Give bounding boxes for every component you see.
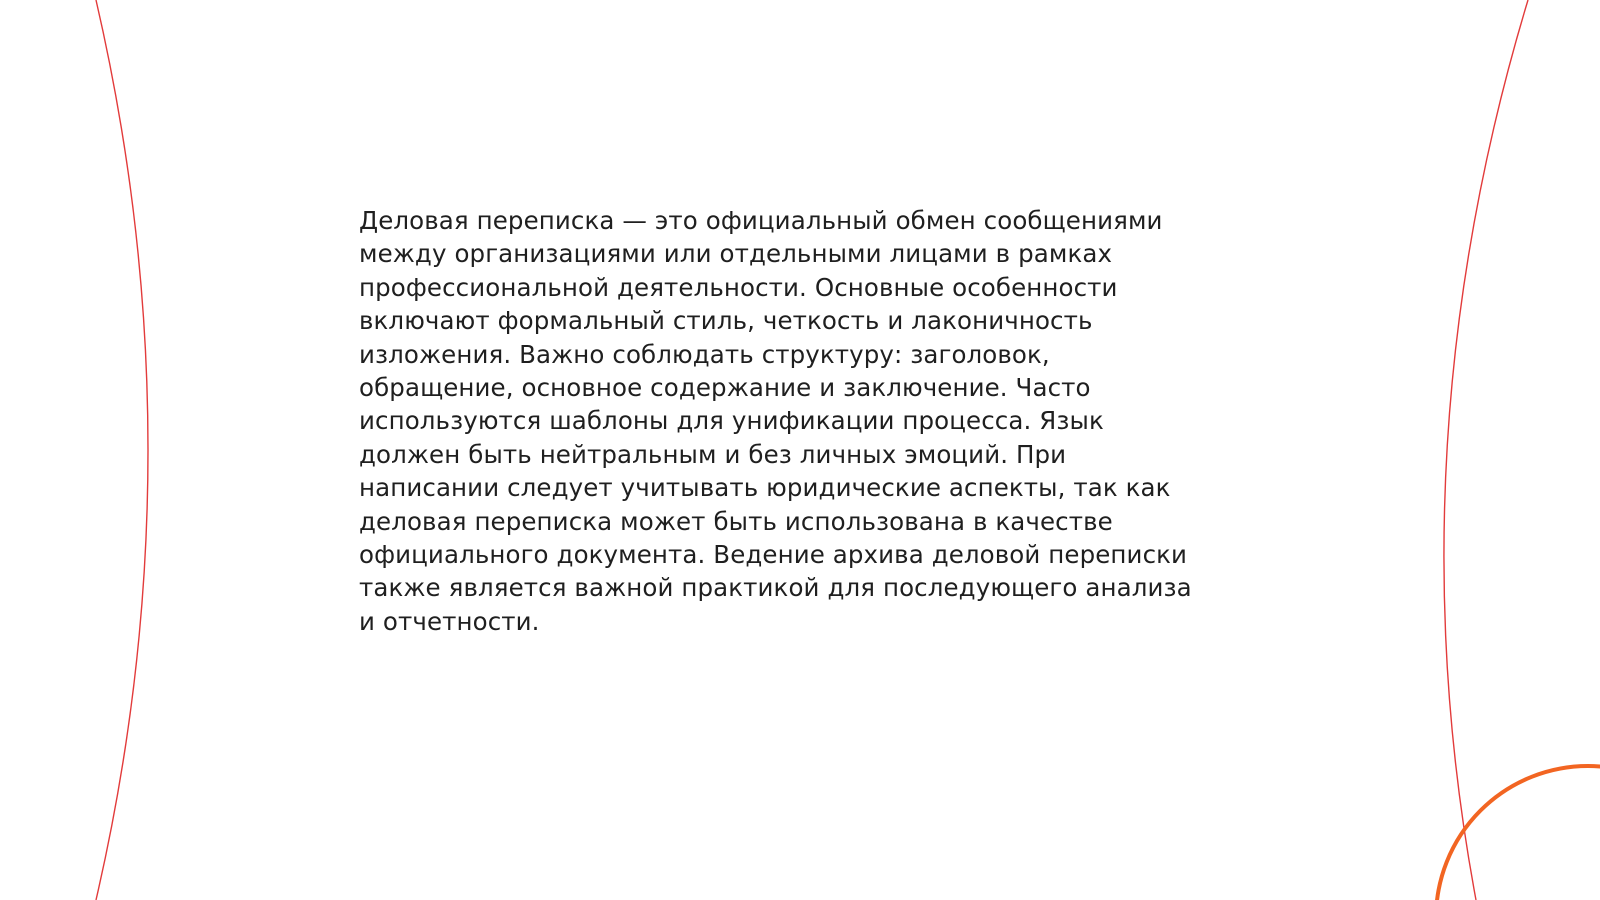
body-line: профессиональной деятельности. Основные особенности: [359, 272, 1118, 302]
body-line: написании следует учитывать юридические аспекты, так как: [359, 473, 1171, 503]
body-line: изложения. Важно соблюдать структуру: заголовок,: [359, 339, 1050, 369]
body-line: включают формальный стиль, четкость и лаконичность: [359, 306, 1093, 336]
body-line: Деловая переписка — это официальный обмен сообщениями: [359, 206, 1163, 235]
body-line: деловая переписка может быть использована в качестве: [359, 506, 1113, 536]
left-curve-line: [96, 0, 148, 900]
body-line: также является важной практикой для последующего анализа: [359, 573, 1192, 603]
body-line: и отчетности.: [359, 606, 540, 636]
right-curve-line: [1444, 0, 1528, 900]
body-line: обращение, основное содержание и заключение. Часто: [359, 373, 1091, 403]
body-line: между организациями или отдельными лицами в рамках: [359, 239, 1113, 269]
body-line: должен быть нейтральным и без личных эмоций. При: [359, 439, 1067, 469]
body-line: официального документа. Ведение архива деловой переписки: [359, 540, 1188, 570]
body-line: используются шаблоны для унификации процесса. Язык: [359, 406, 1104, 436]
corner-accent-arc: [1436, 766, 1600, 900]
body-paragraph: [359, 204, 1239, 638]
